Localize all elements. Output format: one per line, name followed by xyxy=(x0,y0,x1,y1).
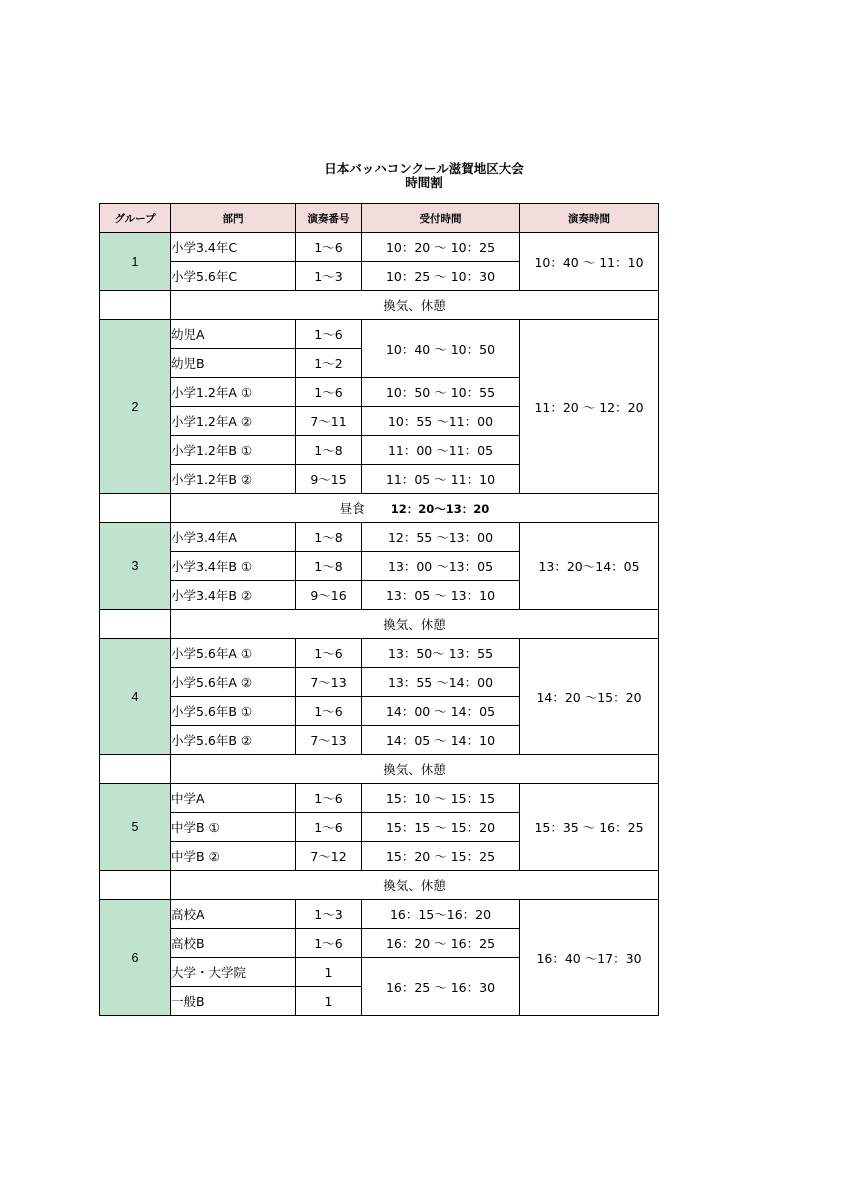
number-cell: 1〜6 xyxy=(296,639,362,668)
number-cell: 7〜11 xyxy=(296,407,362,436)
group-number-5: 5 xyxy=(100,784,171,871)
number-cell: 1 xyxy=(296,987,362,1016)
dept-cell: 高校A xyxy=(171,900,296,929)
number-cell: 7〜12 xyxy=(296,842,362,871)
reception-cell: 15：10 〜 15：15 xyxy=(362,784,520,813)
lunch-row xyxy=(100,494,659,523)
header-performance: 演奏時間 xyxy=(520,204,659,233)
break-blank-cell xyxy=(100,494,171,523)
dept-cell: 中学A xyxy=(171,784,296,813)
break-blank-cell xyxy=(100,871,171,900)
table-row xyxy=(100,784,659,813)
reception-cell: 10：55 〜11：00 xyxy=(362,407,520,436)
break-blank-cell xyxy=(100,610,171,639)
reception-cell: 13：55 〜14：00 xyxy=(362,668,520,697)
lunch-label: 昼食 xyxy=(339,501,365,516)
dept-cell: 小学3.4年C xyxy=(171,233,296,262)
break-row xyxy=(100,755,659,784)
performance-cell-6: 16：40 〜17：30 xyxy=(520,900,659,1016)
dept-cell: 小学3.4年B ② xyxy=(171,581,296,610)
number-cell: 1〜6 xyxy=(296,320,362,349)
reception-cell: 15：15 〜 15：20 xyxy=(362,813,520,842)
number-cell: 1〜8 xyxy=(296,436,362,465)
dept-cell: 高校B xyxy=(171,929,296,958)
reception-cell: 13：50〜 13：55 xyxy=(362,639,520,668)
break-label: 換気、休憩 xyxy=(171,291,659,320)
number-cell: 1〜6 xyxy=(296,697,362,726)
reception-cell: 13：00 〜13：05 xyxy=(362,552,520,581)
number-cell: 1〜2 xyxy=(296,349,362,378)
dept-cell: 小学3.4年B ① xyxy=(171,552,296,581)
dept-cell: 小学5.6年A ① xyxy=(171,639,296,668)
group-number-3: 3 xyxy=(100,523,171,610)
lunch-cell xyxy=(171,494,659,523)
table-row xyxy=(100,639,659,668)
performance-cell-4: 14：20 〜15：20 xyxy=(520,639,659,755)
title-line-1: 日本バッハコンクール滋賀地区大会 xyxy=(324,161,524,176)
break-blank-cell xyxy=(100,755,171,784)
dept-cell: 小学1.2年A ① xyxy=(171,378,296,407)
dept-cell: 小学5.6年B ② xyxy=(171,726,296,755)
break-row xyxy=(100,291,659,320)
document-title xyxy=(0,162,848,190)
number-cell: 1 xyxy=(296,958,362,987)
break-label: 換気、休憩 xyxy=(171,610,659,639)
reception-cell: 14：00 〜 14：05 xyxy=(362,697,520,726)
reception-cell: 14：05 〜 14：10 xyxy=(362,726,520,755)
performance-cell-2: 11：20 〜 12：20 xyxy=(520,320,659,494)
reception-cell: 10：25 〜 10：30 xyxy=(362,262,520,291)
dept-cell: 大学・大学院 xyxy=(171,958,296,987)
dept-cell: 小学5.6年A ② xyxy=(171,668,296,697)
break-label: 換気、休憩 xyxy=(171,871,659,900)
dept-cell: 幼児A xyxy=(171,320,296,349)
reception-cell: 11：00 〜11：05 xyxy=(362,436,520,465)
group-number-2: 2 xyxy=(100,320,171,494)
table-row xyxy=(100,320,659,349)
reception-cell: 10：40 〜 10：50 xyxy=(362,320,520,378)
dept-cell: 小学3.4年A xyxy=(171,523,296,552)
break-row xyxy=(100,610,659,639)
performance-cell-1: 10：40 〜 11：10 xyxy=(520,233,659,291)
number-cell: 1〜6 xyxy=(296,929,362,958)
reception-cell: 16：15〜16：20 xyxy=(362,900,520,929)
lunch-time: 12：20〜13：20 xyxy=(390,502,490,516)
number-cell: 1〜6 xyxy=(296,784,362,813)
break-blank-cell xyxy=(100,291,171,320)
header-row xyxy=(100,204,659,233)
dept-cell: 小学1.2年B ① xyxy=(171,436,296,465)
reception-cell: 10：20 〜 10：25 xyxy=(362,233,520,262)
dept-cell: 中学B ① xyxy=(171,813,296,842)
reception-cell: 11：05 〜 11：10 xyxy=(362,465,520,494)
dept-cell: 小学5.6年B ① xyxy=(171,697,296,726)
dept-cell: 中学B ② xyxy=(171,842,296,871)
number-cell: 1〜3 xyxy=(296,900,362,929)
group-number-4: 4 xyxy=(100,639,171,755)
number-cell: 1〜6 xyxy=(296,378,362,407)
performance-cell-3: 13：20〜14：05 xyxy=(520,523,659,610)
table-row xyxy=(100,233,659,262)
table-row xyxy=(100,900,659,929)
break-label: 換気、休憩 xyxy=(171,755,659,784)
reception-cell: 16：25 〜 16：30 xyxy=(362,958,520,1016)
number-cell: 9〜16 xyxy=(296,581,362,610)
number-cell: 9〜15 xyxy=(296,465,362,494)
reception-cell: 15：20 〜 15：25 xyxy=(362,842,520,871)
reception-cell: 16：20 〜 16：25 xyxy=(362,929,520,958)
dept-cell: 小学1.2年A ② xyxy=(171,407,296,436)
table-row xyxy=(100,523,659,552)
number-cell: 1〜8 xyxy=(296,523,362,552)
header-group: グループ xyxy=(100,204,171,233)
number-cell: 7〜13 xyxy=(296,668,362,697)
group-number-6: 6 xyxy=(100,900,171,1016)
dept-cell: 小学5.6年C xyxy=(171,262,296,291)
title-line-2: 時間割 xyxy=(405,175,443,190)
header-reception: 受付時間 xyxy=(362,204,520,233)
number-cell: 7〜13 xyxy=(296,726,362,755)
reception-cell: 12：55 〜13：00 xyxy=(362,523,520,552)
dept-cell: 幼児B xyxy=(171,349,296,378)
performance-cell-5: 15：35 〜 16：25 xyxy=(520,784,659,871)
dept-cell: 小学1.2年B ② xyxy=(171,465,296,494)
number-cell: 1〜3 xyxy=(296,262,362,291)
group-number-1: 1 xyxy=(100,233,171,291)
number-cell: 1〜6 xyxy=(296,233,362,262)
header-number: 演奏番号 xyxy=(296,204,362,233)
number-cell: 1〜8 xyxy=(296,552,362,581)
number-cell: 1〜6 xyxy=(296,813,362,842)
reception-cell: 13：05 〜 13：10 xyxy=(362,581,520,610)
break-row xyxy=(100,871,659,900)
header-dept: 部門 xyxy=(171,204,296,233)
schedule-table xyxy=(99,203,659,1016)
reception-cell: 10：50 〜 10：55 xyxy=(362,378,520,407)
dept-cell: 一般B xyxy=(171,987,296,1016)
